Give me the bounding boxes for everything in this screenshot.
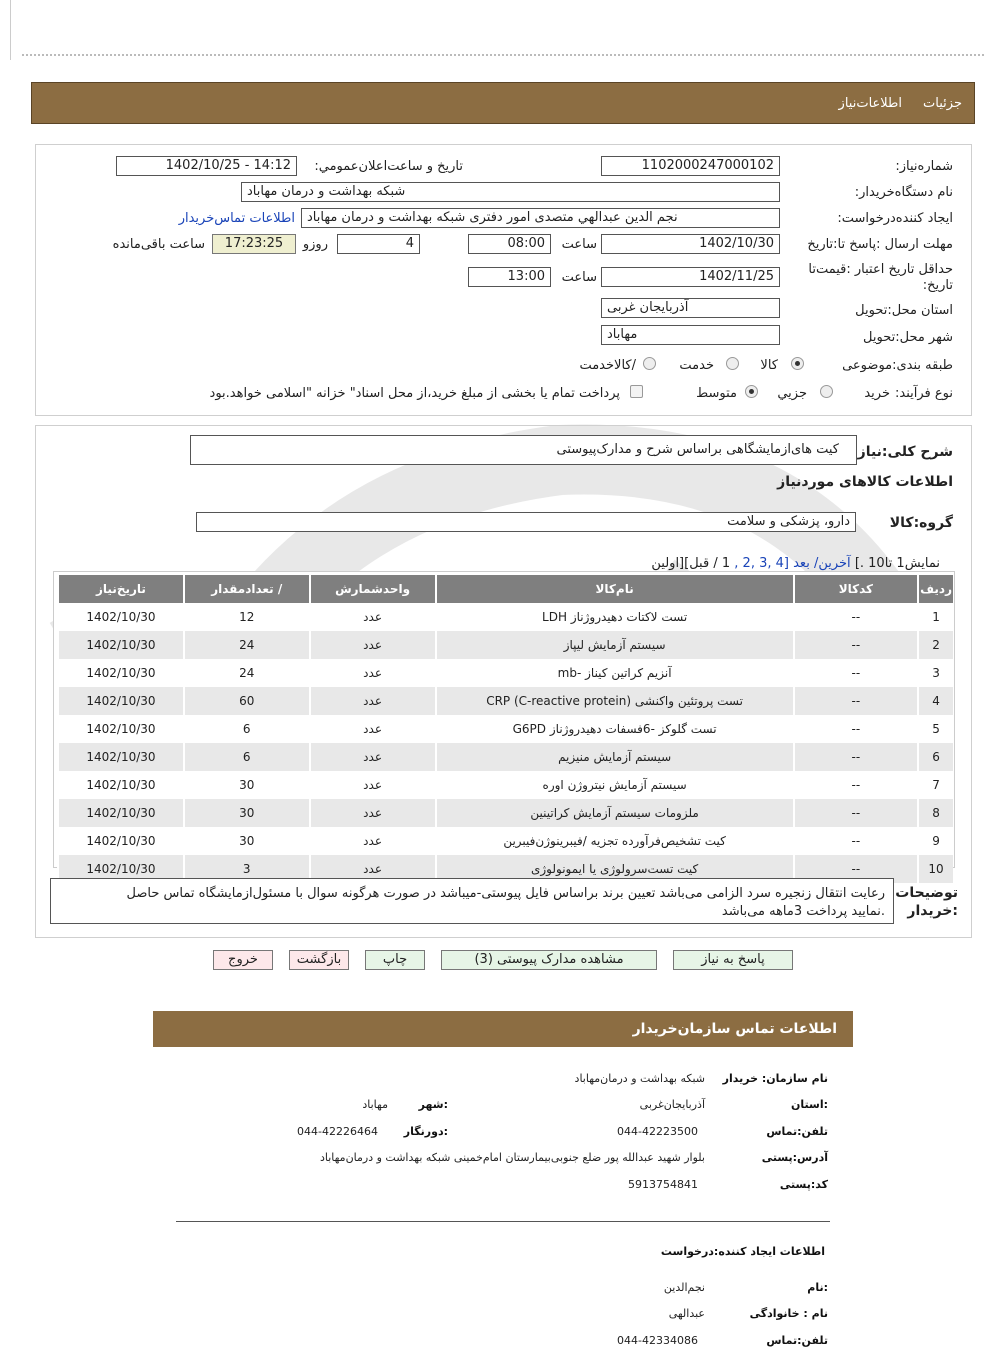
validity-date-field: 1402/11/25 — [601, 267, 780, 287]
creator-label: ایجاد کننده‌درخواست: — [837, 211, 953, 226]
pagination-bar — [651, 556, 940, 571]
top-dotted-divider — [22, 54, 984, 56]
contact-city-label: :شهر — [418, 1098, 448, 1111]
contact-province-value: آذربایجان‌غربی — [639, 1098, 705, 1111]
need-number-label: شماره‌نیاز: — [895, 159, 953, 174]
details-tab[interactable]: جزئيات — [923, 96, 962, 111]
col-header-quantity: / تعدادمقدار — [183, 575, 309, 603]
contact-header-bar — [153, 1011, 853, 1047]
deadline-time-label: ساعت — [561, 237, 597, 252]
process-medium-label: متوسط — [696, 386, 737, 401]
creator-info-title: اطلاعات ایجاد کننده:درخواست — [660, 1245, 825, 1258]
contact-divider — [176, 1221, 830, 1222]
code-cell: -- — [793, 743, 918, 771]
unit-cell: عدد — [309, 855, 435, 883]
process-buy-label: خرید — [864, 386, 890, 401]
days-label: روزو — [302, 237, 328, 252]
code-cell: -- — [793, 659, 918, 687]
code-cell: -- — [793, 771, 918, 799]
category-label: طبقه بندی:موضوعی — [842, 358, 953, 373]
unit-cell: عدد — [309, 743, 435, 771]
quantity-cell: 30 — [183, 827, 309, 855]
goods-group-label: گروه:کالا — [889, 515, 953, 531]
validity-time-field: 13:00 — [468, 267, 551, 287]
left-margin-line — [10, 0, 11, 60]
name-cell: تست پروتئین واکنشی (CRP (C-reactive protein — [435, 687, 793, 715]
reply-button[interactable]: پاسخ به نیاز — [673, 950, 793, 970]
name-cell: سیستم آزمایش لیپاز — [435, 631, 793, 659]
name-cell: تست گلوکز -6فسفات دهیدروژناز G6PD — [435, 715, 793, 743]
quantity-cell: 30 — [183, 771, 309, 799]
goods-group-text: دارو، پزشکی و سلامت — [727, 514, 850, 529]
contact-phone-value: 044-42223500 — [617, 1125, 698, 1138]
creator-family-label: نام : خانوادگی — [749, 1307, 828, 1320]
validity-label: حداقل تاریخ اعتبار :قیمت‌تا تاریخ: — [808, 262, 953, 293]
contact-org-value: شبکه بهداشت و درمان‌مهاباد — [574, 1072, 705, 1085]
table-row[interactable] — [57, 743, 953, 771]
city-field: مهاباد — [601, 325, 780, 345]
quantity-cell: 60 — [183, 687, 309, 715]
col-header-code: کدکالا — [793, 575, 918, 603]
buyer-org-field: شبكه بهداشت و درمان مهاباد — [241, 182, 780, 202]
row-num-cell: 10 — [917, 855, 953, 883]
date-cell: 1402/10/30 — [57, 855, 183, 883]
category-service-label: خدمت — [679, 358, 714, 373]
contact-phone-label: تلفن:تماس — [766, 1125, 828, 1138]
pagination-first[interactable]: 1 / قبل][اولین — [651, 556, 731, 571]
date-cell: 1402/10/30 — [57, 631, 183, 659]
row-num-cell: 5 — [917, 715, 953, 743]
name-cell: تست لاکتات دهیدروژناز LDH — [435, 603, 793, 631]
code-cell: -- — [793, 687, 918, 715]
unit-cell: عدد — [309, 659, 435, 687]
city-label: شهر محل:تحویل — [863, 330, 953, 345]
goods-group-field — [196, 512, 856, 532]
remaining-time-field: 17:23:25 — [212, 234, 296, 254]
contact-fax-label: :دورنگار — [403, 1125, 448, 1138]
unit-cell: عدد — [309, 715, 435, 743]
goods-table — [57, 575, 953, 883]
province-label: استان محل:تحویل — [855, 303, 953, 318]
name-cell: آنزیم کراتین کیناز -mb — [435, 659, 793, 687]
deadline-date-field: 1402/10/30 — [601, 234, 780, 254]
validity-time-label: ساعت — [561, 270, 597, 285]
creator-name-value: نجم‌الدین — [663, 1281, 705, 1294]
goods-info-heading: اطلاعات کالاهای موردنیاز — [777, 474, 953, 490]
general-desc-label: شرح کلی:نیاز — [857, 444, 953, 460]
page-header-bar — [31, 82, 975, 124]
name-cell: ملزومات سیستم آزمایش کراتینین — [435, 799, 793, 827]
col-header-unit: واحدشمارش — [309, 575, 435, 603]
code-cell: -- — [793, 603, 918, 631]
row-num-cell: 3 — [917, 659, 953, 687]
creator-phone-label: تلفن:تماس — [766, 1334, 828, 1347]
table-row[interactable] — [57, 799, 953, 827]
goods-table-body — [57, 603, 953, 883]
code-cell: -- — [793, 631, 918, 659]
date-cell: 1402/10/30 — [57, 799, 183, 827]
need-info-tab[interactable]: اطلاعات‌نیاز — [838, 96, 902, 111]
name-cell: کیت تست‌سرولوژی یا ایمونولوژی — [435, 855, 793, 883]
col-header-row-num: ردیف — [917, 575, 953, 603]
remaining-label: ساعت باقی‌مانده — [112, 237, 205, 252]
table-row[interactable] — [57, 827, 953, 855]
date-cell: 1402/10/30 — [57, 715, 183, 743]
row-num-cell: 2 — [917, 631, 953, 659]
creator-phone-value: 044-42334086 — [617, 1334, 698, 1347]
table-row[interactable] — [57, 659, 953, 687]
process-minor-label: جزيي — [777, 386, 807, 401]
contact-province-label: :استان — [791, 1098, 828, 1111]
row-num-cell: 4 — [917, 687, 953, 715]
row-num-cell: 9 — [917, 827, 953, 855]
table-row[interactable] — [57, 603, 953, 631]
unit-cell: عدد — [309, 631, 435, 659]
category-radio-service[interactable] — [726, 357, 739, 370]
buyer-contact-link[interactable]: اطلاعات تماس‌خریدار — [178, 211, 295, 226]
buyer-notes-label: توضیحات :خریدار — [895, 885, 958, 919]
quantity-cell: 30 — [183, 799, 309, 827]
deadline-time-field: 08:00 — [468, 234, 551, 254]
name-cell: کیت تشخیص‌فرآورده تجزیه /فیبرینوژن‌فیبرین — [435, 827, 793, 855]
province-field: آذربایجان غربی — [601, 298, 780, 318]
quantity-cell: 6 — [183, 743, 309, 771]
row-num-cell: 7 — [917, 771, 953, 799]
process-radio-minor[interactable] — [820, 385, 833, 398]
exit-button[interactable]: خروج — [213, 950, 273, 970]
date-cell: 1402/10/30 — [57, 687, 183, 715]
buyer-notes-line2: .نمایید پرداخت 3ماهه می‌باشد — [721, 904, 885, 919]
table-row[interactable] — [57, 715, 953, 743]
unit-cell: عدد — [309, 771, 435, 799]
date-cell: 1402/10/30 — [57, 827, 183, 855]
code-cell: -- — [793, 855, 918, 883]
table-row[interactable] — [57, 631, 953, 659]
treasury-payment-checkbox[interactable] — [630, 385, 643, 398]
unit-cell: عدد — [309, 827, 435, 855]
creator-name-label: :نام — [807, 1281, 828, 1294]
col-header-name: نام‌کالا — [435, 575, 793, 603]
back-button[interactable]: بازگشت — [289, 950, 349, 970]
date-cell: 1402/10/30 — [57, 659, 183, 687]
buyer-notes-line1: رعایت انتقال زنجیره سرد الزامی می‌باشد تعیین برند براساس فایل پیوستی-میباشد در صورت هرگونه سوال با مسئول‌ازمایشگاه تماس حاصل — [126, 886, 885, 901]
date-cell: 1402/10/30 — [57, 771, 183, 799]
goods-table-frame — [53, 571, 955, 876]
quantity-cell: 24 — [183, 631, 309, 659]
row-num-cell: 6 — [917, 743, 953, 771]
contact-address-value: بلوار شهید عبدالله پور ضلع جنوبی‌بیمارستان امام‌خمینی شبکه بهداشت و درمان‌مهاباد — [319, 1151, 705, 1164]
quantity-cell: 24 — [183, 659, 309, 687]
category-goods-label: کالا — [760, 358, 778, 373]
contact-fax-value: 044-42226464 — [297, 1125, 378, 1138]
table-row[interactable] — [57, 771, 953, 799]
general-desc-text: کیت های‌ازمایشگاهی براساس شرح و مدارک‌پیوستی — [556, 442, 839, 457]
print-button[interactable]: چاپ — [365, 950, 425, 970]
buyer-org-label: نام دستگاه‌خریدار: — [854, 185, 953, 200]
category-goods-service-label: /کالاخدمت — [579, 358, 636, 373]
contact-org-label: نام سازمان: خریدار — [722, 1072, 828, 1085]
category-radio-goods-service[interactable] — [643, 357, 656, 370]
quantity-cell: 3 — [183, 855, 309, 883]
table-row[interactable] — [57, 687, 953, 715]
unit-cell: عدد — [309, 799, 435, 827]
buyer-notes-box — [50, 878, 894, 924]
contact-postal-label: کد:پستی — [779, 1178, 828, 1191]
contact-address-label: آدرس:پستی — [761, 1151, 828, 1164]
category-radio-goods[interactable] — [791, 357, 804, 370]
announce-field: 1402/10/25 - 14:12 — [116, 156, 297, 176]
process-radio-medium[interactable] — [745, 385, 758, 398]
unit-cell: عدد — [309, 603, 435, 631]
code-cell: -- — [793, 715, 918, 743]
row-num-cell: 1 — [917, 603, 953, 631]
row-num-cell: 8 — [917, 799, 953, 827]
announce-label: تاریخ و ساعت‌اعلان‌عمومي: — [314, 159, 463, 174]
contact-header-title: اطلاعات تماس سازمان‌خریدار — [632, 1021, 837, 1037]
view-attachments-button[interactable]: مشاهده مدارک پیوستی (3) — [441, 950, 657, 970]
contact-postal-value: 5913754841 — [628, 1178, 698, 1191]
deadline-label: مهلت ارسال :پاسخ تا:تاریخ — [807, 237, 953, 252]
days-field: 4 — [337, 234, 420, 254]
table-header-row — [57, 575, 953, 603]
creator-field: نجم الدين عبدالهي متصدی امور دفتری شبكه بهداشت و درمان مهاباد — [301, 208, 780, 228]
pagination-pages[interactable]: آخرین/ بعد [4 ,3 ,2 , — [734, 556, 851, 571]
code-cell: -- — [793, 827, 918, 855]
name-cell: سیستم آزمایش نیتروژن اوره — [435, 771, 793, 799]
code-cell: -- — [793, 799, 918, 827]
need-number-field: 1102000247000102 — [601, 156, 780, 176]
col-header-date: تاریخ‌نیاز — [57, 575, 183, 603]
unit-cell: عدد — [309, 687, 435, 715]
treasury-payment-label: پرداخت تمام یا بخشی از مبلغ خرید،از محل اسناد" خزانه "اسلامی خواهد.بود — [209, 386, 620, 401]
general-desc-field — [190, 435, 857, 465]
process-label: نوع فرآیند: — [895, 386, 953, 401]
pagination-range: نمایش1 تا10 .] — [854, 556, 940, 571]
contact-city-value: مهاباد — [362, 1098, 388, 1111]
creator-family-value: عبدالهی — [668, 1307, 705, 1320]
date-cell: 1402/10/30 — [57, 603, 183, 631]
date-cell: 1402/10/30 — [57, 743, 183, 771]
quantity-cell: 12 — [183, 603, 309, 631]
name-cell: سیستم آزمایش منیزیم — [435, 743, 793, 771]
quantity-cell: 6 — [183, 715, 309, 743]
